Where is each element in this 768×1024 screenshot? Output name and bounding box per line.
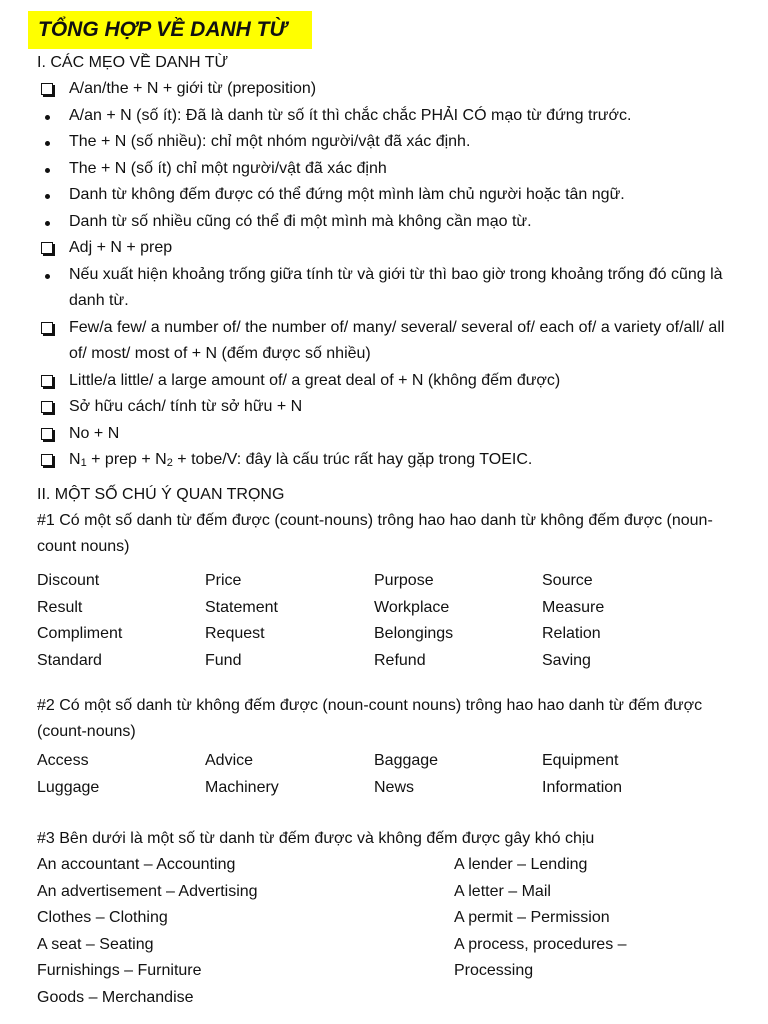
list-item: A/an/the + N + giới từ (preposition) xyxy=(37,76,737,103)
word-cell: Saving xyxy=(542,652,591,670)
word-cell: Fund xyxy=(205,652,242,670)
list-item: Furnishings – Furniture xyxy=(37,962,202,979)
word-cell: Relation xyxy=(542,625,601,643)
checkbox-bullet-icon xyxy=(37,394,57,423)
dot-bullet-icon xyxy=(37,262,57,289)
dot-bullet-icon xyxy=(37,182,57,209)
word-cell: Request xyxy=(205,625,265,643)
table-row xyxy=(37,568,737,595)
list-item: A seat – Seating xyxy=(37,935,154,953)
table-row xyxy=(37,595,737,622)
list-item: Little/a little/ a large amount of/ a great deal of + N (không đếm được) xyxy=(37,368,737,395)
part-2-title: #2 Có một số danh từ không đếm được (noun-count nouns) trông hao hao danh từ đếm được (count-nouns) xyxy=(37,697,703,740)
page-title: TỔNG HỢP VỀ DANH TỪ xyxy=(28,11,312,49)
checkbox-bullet-icon xyxy=(37,421,57,450)
checkbox-bullet-icon xyxy=(37,76,57,105)
list-item: Goods – Merchandise xyxy=(37,988,194,1006)
word-cell: Standard xyxy=(37,652,102,670)
list-item: Danh từ không đếm được có thể đứng một mình làm chủ người hoặc tân ngữ. xyxy=(37,182,737,209)
word-cell: News xyxy=(374,778,415,796)
checkbox-bullet-icon xyxy=(37,315,57,344)
list-item: An advertisement – Advertising xyxy=(37,882,258,900)
word-cell: Refund xyxy=(374,652,426,670)
table-row xyxy=(37,775,737,802)
part-1-title: #1 Có một số danh từ đếm được (count-nouns) trông hao hao danh từ không đếm được (noun-count nouns) xyxy=(37,512,713,555)
list-item: A permit – Permission xyxy=(454,909,610,926)
tips-list xyxy=(37,76,737,477)
table-row xyxy=(37,621,737,648)
word-cell: Access xyxy=(37,752,89,769)
list-item: A process, procedures – xyxy=(454,935,627,953)
list-item: A/an + N (số ít): Đã là danh từ số ít thì chắc chắc PHẢI CÓ mạo từ đứng trước. xyxy=(37,103,737,130)
list-item: Danh từ số nhiều cũng có thể đi một mình mà không cần mạo từ. xyxy=(37,209,737,236)
list-item: Processing xyxy=(454,962,534,979)
word-cell: Result xyxy=(37,598,83,616)
list-item: Sở hữu cách/ tính từ sở hữu + N xyxy=(37,394,737,421)
section-1-heading: I. CÁC MẸO VỀ DANH TỪ xyxy=(37,54,229,71)
list-item: $N_1$ + prep + $N_2$ + tobe/V: đây là cấu trúc rất hay gặp trong TOEIC. xyxy=(37,447,737,477)
list-item: Few/a few/ a number of/ the number of/ many/ several/ several of/ each of/ a variety of/all/ all of/ most/ most of + N (đếm được số nhiều) xyxy=(37,315,737,368)
word-cell: Equipment xyxy=(542,752,619,769)
dot-bullet-icon xyxy=(37,156,57,183)
list-item: No + N xyxy=(37,421,737,448)
list-item: The + N (số ít) chỉ một người/vật đã xác định xyxy=(37,156,737,183)
word-cell: Statement xyxy=(205,598,278,616)
word-cell: Compliment xyxy=(37,625,123,643)
checkbox-bullet-icon xyxy=(37,368,57,397)
list-item: Clothes – Clothing xyxy=(37,909,168,926)
list-item: Adj + N + prep xyxy=(37,235,737,262)
word-cell: Machinery xyxy=(205,778,279,796)
list-item: An accountant – Accounting xyxy=(37,856,236,873)
dot-bullet-icon xyxy=(37,103,57,130)
word-cell: Information xyxy=(542,778,623,796)
word-cell: Price xyxy=(205,572,242,589)
dot-bullet-icon xyxy=(37,209,57,236)
word-cell: Advice xyxy=(205,752,254,769)
word-cell: Source xyxy=(542,572,593,589)
pairs-left-column xyxy=(37,852,437,1011)
list-item: A letter – Mail xyxy=(454,882,551,900)
uncount-nouns-grid xyxy=(37,748,737,801)
word-cell: Purpose xyxy=(374,572,434,589)
table-row xyxy=(37,748,737,775)
dot-bullet-icon xyxy=(37,129,57,156)
checkbox-bullet-icon xyxy=(37,235,57,264)
word-cell: Baggage xyxy=(374,752,439,769)
table-row xyxy=(37,648,737,675)
word-cell: Discount xyxy=(37,572,100,589)
word-cell: Workplace xyxy=(374,598,450,616)
word-cell: Belongings xyxy=(374,625,454,643)
count-nouns-grid xyxy=(37,568,737,675)
list-item: A lender – Lending xyxy=(454,856,588,873)
list-item: Nếu xuất hiện khoảng trống giữa tính từ và giới từ thì bao giờ trong khoảng trống đó cũng là danh từ. xyxy=(37,262,737,315)
pairs-right-column xyxy=(454,852,734,985)
word-cell: Measure xyxy=(542,598,605,616)
checkbox-bullet-icon xyxy=(37,447,57,476)
part-3-title: #3 Bên dưới là một số từ danh từ đếm được và không đếm được gây khó chịu xyxy=(37,830,595,847)
section-2-heading: II. MỘT SỐ CHÚ Ý QUAN TRỌNG xyxy=(37,486,285,503)
word-cell: Luggage xyxy=(37,778,100,796)
list-item: The + N (số nhiều): chỉ một nhóm người/vật đã xác định. xyxy=(37,129,737,156)
